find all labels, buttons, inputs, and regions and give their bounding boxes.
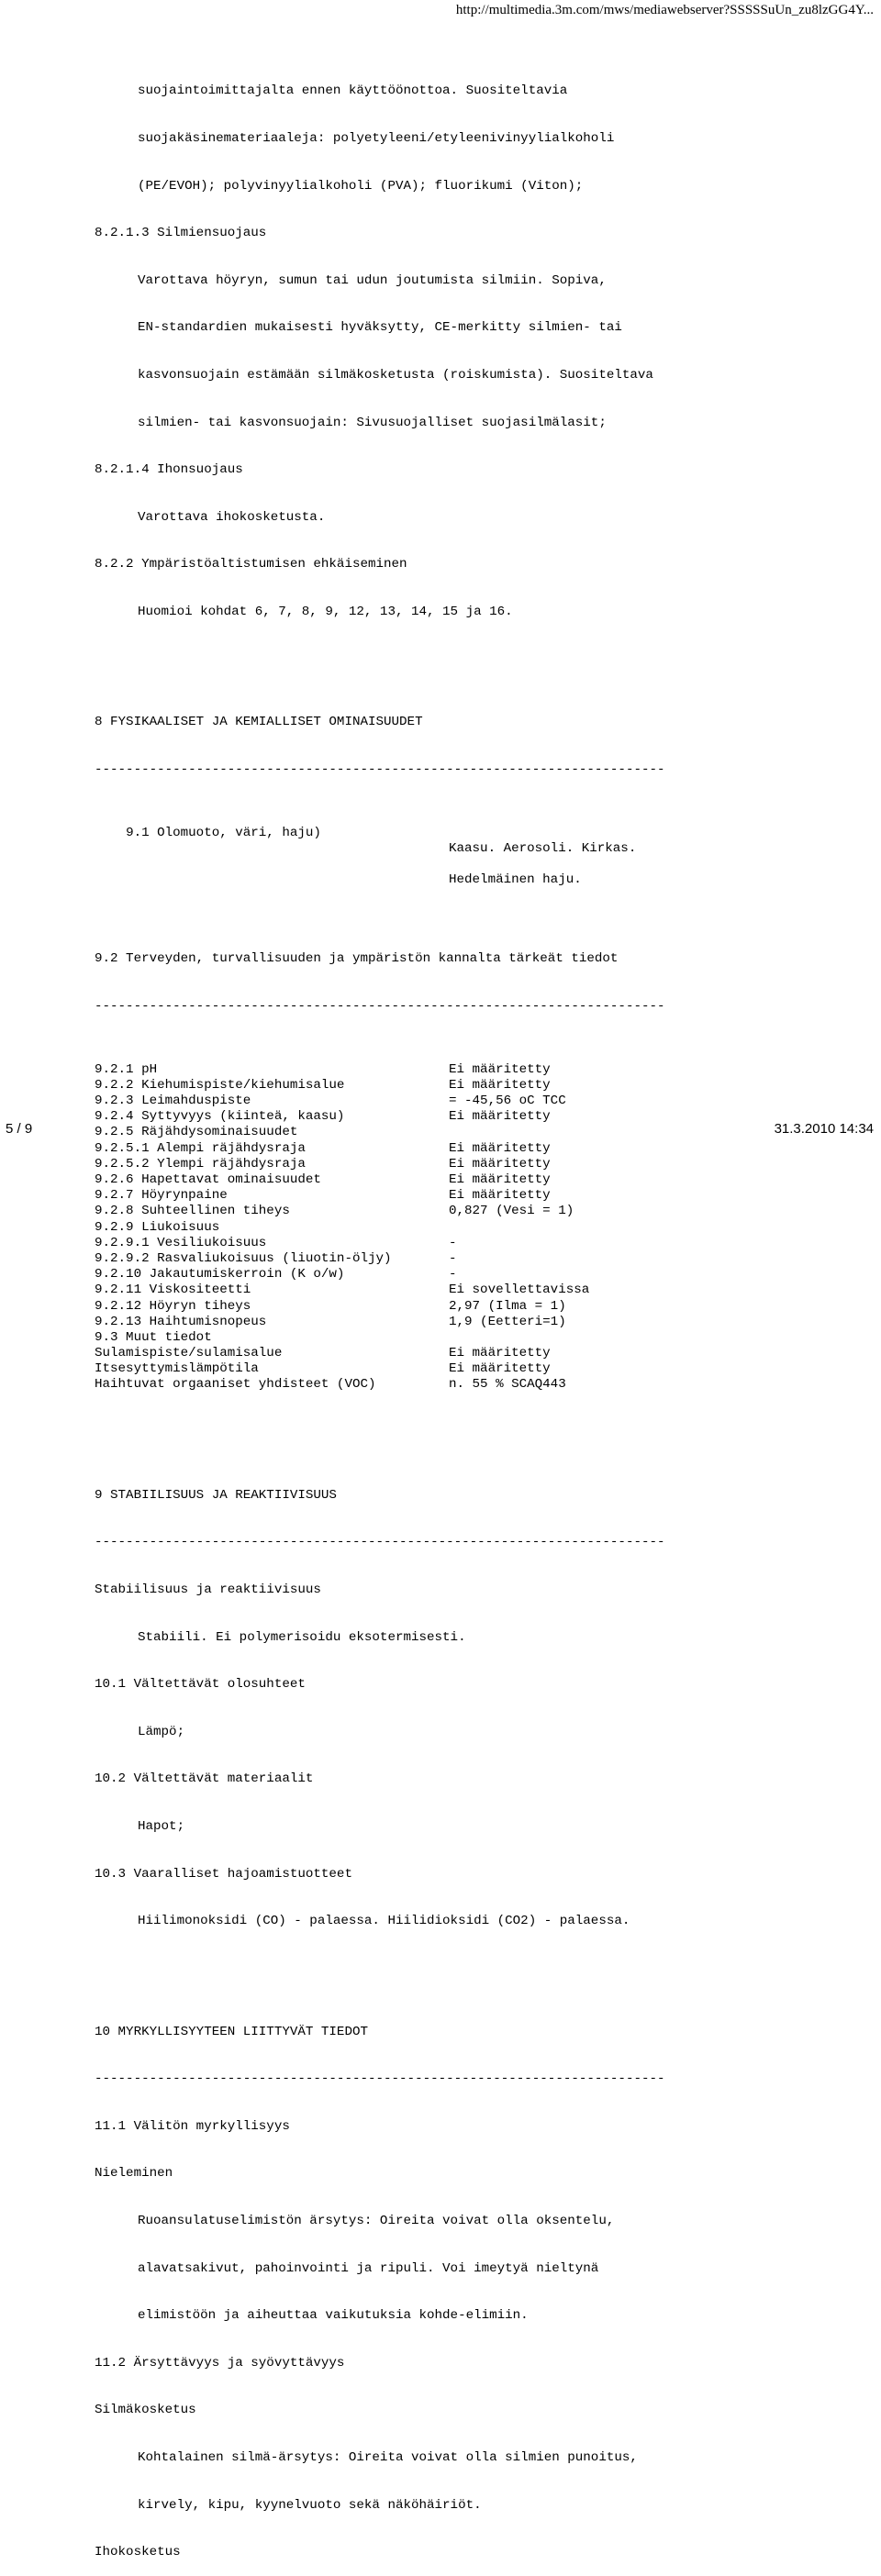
text-line: Ruoansulatuselimistön ärsytys: Oireita voivat olla oksentelu,	[138, 2213, 615, 2228]
property-value: Ei määritetty	[449, 1140, 551, 1156]
property-value: Kaasu. Aerosoli. Kirkas.	[449, 840, 637, 856]
property-row	[95, 1361, 665, 1377]
property-label: Haihtuvat orgaaniset yhdisteet (VOC)	[95, 1377, 376, 1393]
skin-protection-heading: 8.2.1.4 Ihonsuojaus	[95, 462, 243, 478]
property-label: 9.2.10 Jakautumiskerroin (K o/w)	[95, 1267, 345, 1282]
property-label: 9.2.13 Haihtumisnopeus	[95, 1314, 267, 1329]
text-line: Hapot;	[138, 1818, 185, 1834]
property-label: 9.2.2 Kiehumispiste/kiehumisalue	[95, 1077, 345, 1093]
property-label: 9.2.5 Räjähdysominaisuudet	[95, 1125, 298, 1140]
divider: -------------------------------------------------------------------------	[95, 1535, 665, 1550]
property-value: Hedelmäinen haju.	[449, 872, 582, 888]
property-value: Ei määritetty	[449, 1172, 551, 1187]
divider: -------------------------------------------------------------------------	[95, 761, 665, 777]
divider: -------------------------------------------------------------------------	[95, 2071, 665, 2087]
property-label: 9.1 Olomuoto, väri, haju)	[126, 825, 321, 840]
property-row	[95, 1172, 665, 1188]
property-value: = -45,56 oC TCC	[449, 1094, 566, 1109]
property-label: 9.2.6 Hapettavat ominaisuudet	[95, 1172, 321, 1187]
property-value: 0,827 (Vesi = 1)	[449, 1204, 574, 1219]
text-line: kirvely, kipu, kyynelvuoto sekä näköhäiriöt.	[138, 2497, 482, 2513]
property-row	[95, 1220, 665, 1236]
property-value: Ei määritetty	[449, 1109, 551, 1125]
text-line: Varottava höyryn, sumun tai udun joutumista silmiin. Sopiva,	[138, 272, 607, 288]
text-line: alavatsakivut, pahoinvointi ja ripuli. Voi imeytyä nieltynä	[138, 2260, 599, 2276]
text-line: Lämpö;	[138, 1724, 185, 1739]
property-row	[95, 1330, 665, 1346]
text-line: Varottava ihokosketusta.	[138, 509, 326, 525]
property-label: 9.2.4 Syttyvyys (kiinteä, kaasu)	[95, 1109, 345, 1125]
property-row	[95, 1251, 665, 1267]
property-value: Ei määritetty	[449, 1077, 551, 1093]
text-line: Huomioi kohdat 6, 7, 8, 9, 12, 13, 14, 15 ja 16.	[138, 604, 513, 619]
property-value: -	[449, 1267, 457, 1282]
subsection-label: Ihokosketus	[95, 2545, 181, 2560]
page-number: 5 / 9	[6, 1121, 33, 1137]
property-row	[95, 1236, 665, 1251]
subsection-title: 9.2 Terveyden, turvallisuuden ja ympäristön kannalta tärkeät tiedot	[95, 951, 619, 967]
property-row	[95, 1125, 665, 1140]
property-value: -	[449, 1235, 457, 1250]
spacer	[95, 905, 665, 920]
property-row	[95, 1094, 665, 1109]
property-value: Ei määritetty	[449, 1361, 551, 1377]
spacer	[95, 1440, 665, 1456]
property-label: 9.2.11 Viskositeetti	[95, 1282, 251, 1298]
property-value: Ei määritetty	[449, 1156, 551, 1171]
property-label: 9.2.9.2 Rasvaliukoisuus (liuotin-öljy)	[95, 1250, 392, 1266]
property-label: 9.2.9.1 Vesiliukoisuus	[95, 1235, 267, 1250]
property-label: 9.2.12 Höyryn tiheys	[95, 1298, 251, 1314]
property-row	[95, 1346, 665, 1361]
subsection-label: Stabiilisuus ja reaktiivisuus	[95, 1582, 321, 1598]
property-value: n. 55 % SCAQ443	[449, 1377, 566, 1393]
document-body	[95, 52, 665, 2576]
property-row	[95, 1267, 665, 1282]
property-label: 9.3 Muut tiedot	[95, 1329, 212, 1345]
property-value: -	[449, 1250, 457, 1266]
text-line: elimistöön ja aiheuttaa vaikutuksia kohde-elimiin.	[138, 2308, 529, 2324]
property-label: Sulamispiste/sulamisalue	[95, 1346, 283, 1361]
subsection-label: Silmäkosketus	[95, 2403, 196, 2418]
subsection-label: 10.3 Vaaralliset hajoamistuotteet	[95, 1866, 352, 1882]
property-value: 2,97 (Ilma = 1)	[449, 1298, 566, 1314]
subsection-label: 11.2 Ärsyttävyys ja syövyttävyys	[95, 2355, 345, 2371]
property-label: 9.2.5.1 Alempi räjähdysraja	[95, 1140, 306, 1156]
text-line: suojaintoimittajalta ennen käyttöönottoa. Suositeltavia	[138, 83, 568, 99]
property-label: 9.2.3 Leimahduspiste	[95, 1094, 251, 1109]
eye-protection-heading: 8.2.1.3 Silmiensuojaus	[95, 226, 267, 241]
subsection-label: 11.1 Välitön myrkyllisyys	[95, 2118, 290, 2134]
text-line: Stabiili. Ei polymerisoidu eksotermisesti.	[138, 1629, 466, 1645]
property-value: Ei määritetty	[449, 1061, 551, 1077]
text-line: EN-standardien mukaisesti hyväksytty, CE-merkitty silmien- tai	[138, 320, 622, 336]
text-line: silmien- tai kasvonsuojain: Sivusuojalliset suojasilmälasit;	[138, 415, 607, 430]
text-line: kasvonsuojain estämään silmäkosketusta (roiskumista). Suositeltava	[138, 367, 653, 383]
property-value: Ei määritetty	[449, 1188, 551, 1204]
property-row	[95, 1109, 665, 1125]
property-row	[95, 1299, 665, 1315]
property-row	[95, 857, 665, 888]
text-line: Hiilimonoksidi (CO) - palaessa. Hiilidioksidi (CO2) - palaessa.	[138, 1914, 630, 1929]
text-line: Kohtalainen silmä-ärsytys: Oireita voivat olla silmien punoitus,	[138, 2449, 638, 2465]
subsection-label: 10.2 Vältettävät materiaalit	[95, 1771, 314, 1787]
section-title: 10 MYRKYLLISYYTEEN LIITTYVÄT TIEDOT	[95, 2024, 368, 2039]
property-row	[95, 1377, 665, 1393]
property-table	[95, 1062, 665, 1393]
property-label: 9.2.5.2 Ylempi räjähdysraja	[95, 1156, 306, 1171]
page-url: http://multimedia.3m.com/mws/mediawebserver?SSSSSuUn_zu8lzGG4Y...	[455, 3, 874, 17]
section-title: 9 STABIILISUUS JA REAKTIIVISUUS	[95, 1487, 337, 1503]
property-row	[95, 1204, 665, 1219]
property-row	[95, 810, 665, 856]
print-datetime: 31.3.2010 14:34	[774, 1121, 874, 1137]
property-row	[95, 1157, 665, 1172]
subsection-label: Nieleminen	[95, 2166, 173, 2182]
property-label: Itsesyttymislämpötila	[95, 1361, 259, 1377]
environment-heading: 8.2.2 Ympäristöaltistumisen ehkäiseminen	[95, 557, 407, 572]
section-title: 8 FYSIKAALISET JA KEMIALLISET OMINAISUUDET	[95, 715, 423, 730]
text-line: suojakäsinemateriaaleja: polyetyleeni/etyleenivinyylialkoholi	[138, 131, 615, 146]
property-row	[95, 1141, 665, 1157]
divider: -------------------------------------------------------------------------	[95, 998, 665, 1014]
spacer	[95, 652, 665, 668]
spacer	[95, 1961, 665, 1977]
property-label: 9.2.7 Höyrynpaine	[95, 1188, 228, 1204]
property-row	[95, 1188, 665, 1204]
property-label: 9.2.9 Liukoisuus	[95, 1219, 220, 1235]
property-row	[95, 1315, 665, 1330]
text-line: (PE/EVOH); polyvinyylialkoholi (PVA); fluorikumi (Viton);	[138, 178, 584, 194]
property-row	[95, 1078, 665, 1094]
property-label: 9.2.1 pH	[95, 1061, 158, 1077]
property-value: 1,9 (Eetteri=1)	[449, 1314, 566, 1329]
property-row	[95, 1282, 665, 1298]
subsection-label: 10.1 Vältettävät olosuhteet	[95, 1677, 306, 1693]
property-label: 9.2.8 Suhteellinen tiheys	[95, 1204, 290, 1219]
property-value: Ei sovellettavissa	[449, 1282, 590, 1298]
property-row	[95, 1062, 665, 1078]
property-value: Ei määritetty	[449, 1346, 551, 1361]
